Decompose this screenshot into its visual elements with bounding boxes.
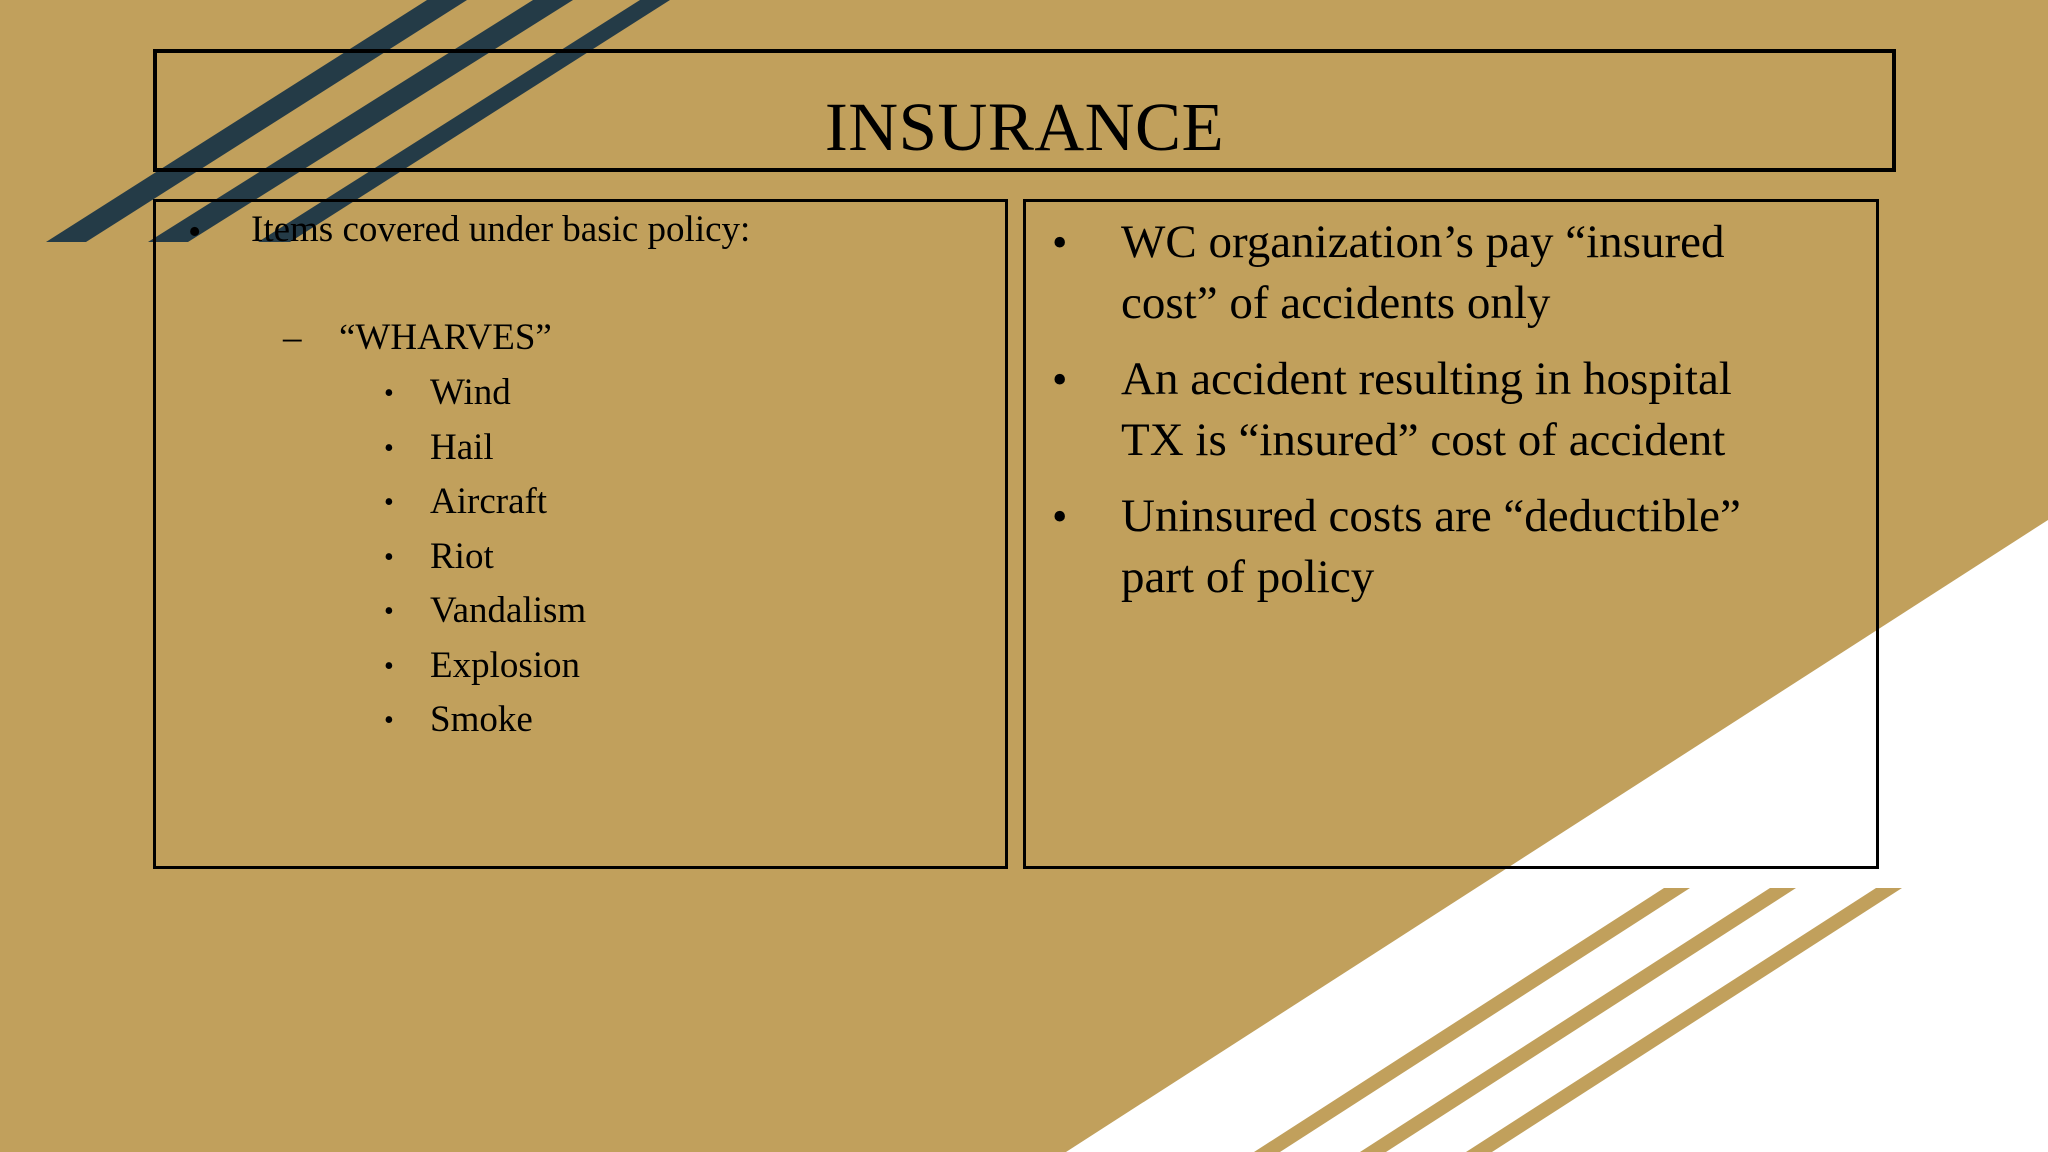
- bullet-icon: •: [384, 705, 394, 736]
- right-bullet-1-line-1: WC organization’s pay “insured: [1121, 216, 1725, 268]
- coverage-item-aircraft: Aircraft: [430, 481, 548, 522]
- wharves-heading: “WHARVES”: [339, 317, 552, 358]
- coverage-item-riot: Riot: [430, 536, 494, 577]
- dash-icon: –: [283, 317, 302, 358]
- bullet-icon: •: [384, 596, 394, 627]
- title-box: [153, 49, 1896, 172]
- bullet-icon: •: [188, 211, 202, 253]
- right-bullet-2-line-1: An accident resulting in hospital: [1121, 353, 1732, 405]
- bullet-icon: •: [384, 651, 394, 682]
- bullet-icon: •: [1052, 355, 1068, 404]
- right-bullet-3-line-1: Uninsured costs are “deductible”: [1121, 490, 1741, 542]
- left-heading: Items covered under basic policy:: [251, 209, 751, 250]
- bullet-icon: •: [1052, 492, 1068, 541]
- coverage-item-wind: Wind: [430, 372, 511, 413]
- coverage-item-explosion: Explosion: [430, 645, 581, 686]
- bullet-icon: •: [384, 378, 394, 409]
- right-bullet-2-line-2: TX is “insured” cost of accident: [1121, 414, 1726, 466]
- slide-title: INSURANCE: [824, 89, 1225, 166]
- coverage-item-hail: Hail: [430, 427, 494, 468]
- coverage-item-smoke: Smoke: [430, 699, 533, 740]
- bullet-icon: •: [384, 487, 394, 518]
- bullet-icon: •: [384, 542, 394, 573]
- bullet-icon: •: [1052, 218, 1068, 267]
- right-bullet-3-line-2: part of policy: [1121, 551, 1375, 603]
- right-bullet-1-line-2: cost” of accidents only: [1121, 277, 1551, 329]
- bullet-icon: •: [384, 433, 394, 464]
- coverage-item-vandalism: Vandalism: [430, 590, 587, 631]
- left-content-box: [153, 199, 1008, 869]
